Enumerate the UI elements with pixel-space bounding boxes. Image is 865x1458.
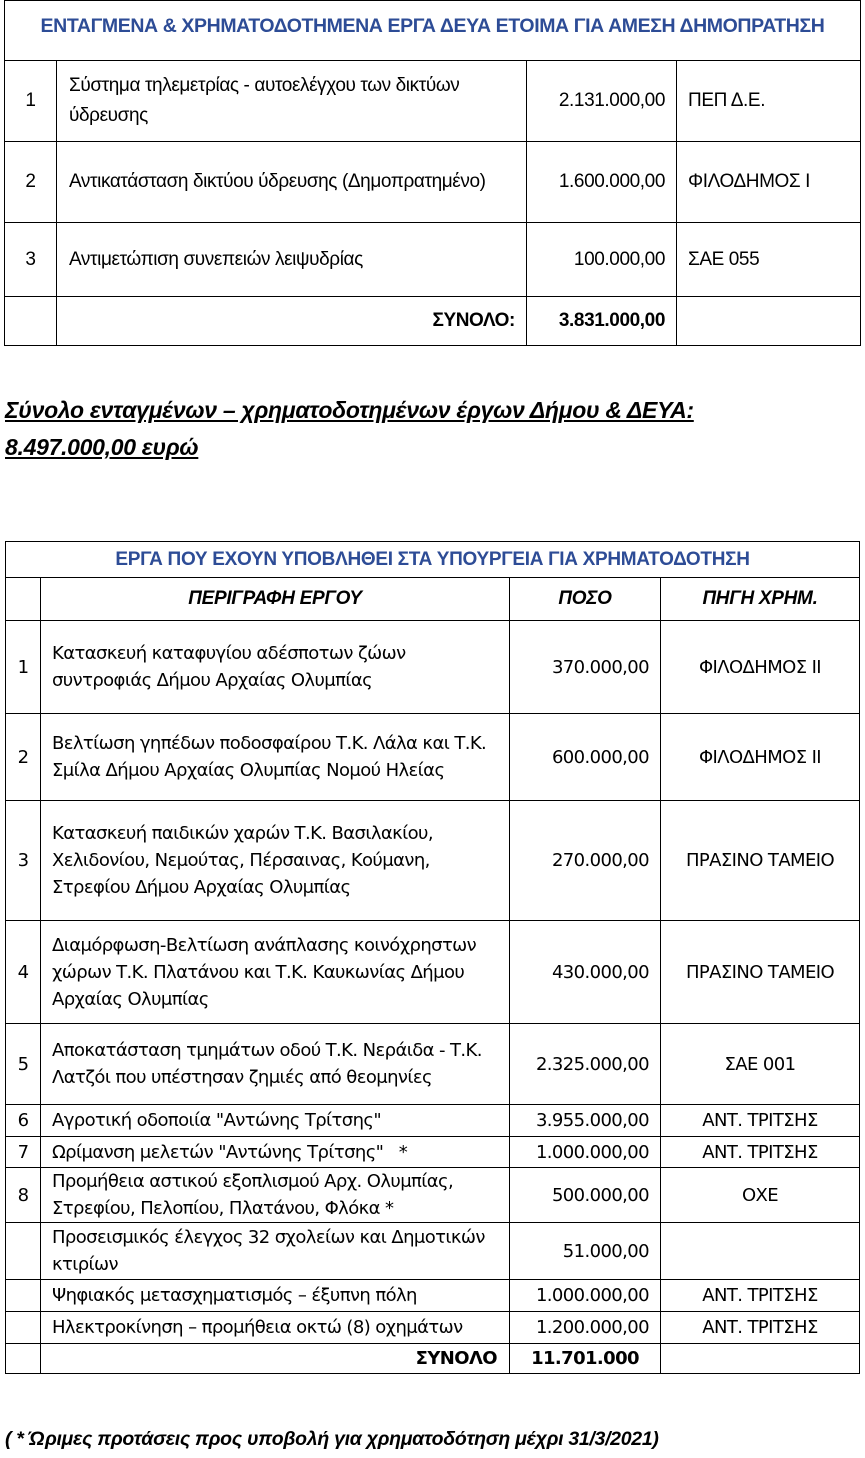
row-number: 5 <box>6 1024 41 1105</box>
project-amount: 2.131.000,00 <box>527 61 677 142</box>
table-row <box>5 142 861 223</box>
row-number: 3 <box>6 801 41 921</box>
funding-source: ΦΙΛΟΔΗΜΟΣ ΙΙ <box>661 714 860 801</box>
project-amount: 1.200.000,00 <box>510 1312 661 1344</box>
funding-source: ΑΝΤ. ΤΡΙΤΣΗΣ <box>661 1280 860 1312</box>
table-row <box>5 223 861 297</box>
row-number <box>6 1312 41 1344</box>
approved-projects-table <box>4 0 861 346</box>
table-row <box>6 801 860 921</box>
table-row <box>6 1223 860 1280</box>
column-header-source: ΠΗΓΗ ΧΡΗΜ. <box>661 578 860 621</box>
row-number <box>6 1223 41 1280</box>
row-number: 7 <box>6 1137 41 1168</box>
funding-source: ΣΑΕ 055 <box>677 223 861 297</box>
project-description: Βελτίωση γηπέδων ποδοσφαίρου Τ.Κ. Λάλα και Τ.Κ. Σμίλα Δήμου Αρχαίας Ολυμπίας Νομού Ηλείας <box>41 714 510 801</box>
row-number: 2 <box>6 714 41 801</box>
row-number: 1 <box>5 61 57 142</box>
project-amount: 1.000.000,00 <box>510 1137 661 1168</box>
project-description: Προσεισμικός έλεγχος 32 σχολείων και Δημοτικών κτιρίων <box>41 1223 510 1280</box>
table-row <box>6 1137 860 1168</box>
project-description: Αγροτική οδοποιία "Αντώνης Τρίτσης" <box>41 1105 510 1137</box>
project-amount: 430.000,00 <box>510 921 661 1024</box>
table-title: ΕΡΓΑ ΠΟΥ ΕΧΟΥΝ ΥΠΟΒΛΗΘΕΙ ΣΤΑ ΥΠΟΥΡΓΕΙΑ ΓΙΑ ΧΡΗΜΑΤΟΔΟΤΗΣΗ <box>6 542 860 578</box>
table-title-row <box>5 1 861 61</box>
table-row <box>6 1168 860 1223</box>
table-row <box>6 714 860 801</box>
project-description: Ωρίμανση μελετών "Αντώνης Τρίτσης" * <box>41 1137 510 1168</box>
funding-source: ΠΕΠ Δ.Ε. <box>677 61 861 142</box>
total-row <box>5 297 861 346</box>
project-description: Προμήθεια αστικού εξοπλισμού Αρχ. Ολυμπίας, Στρεφίου, Πελοπίου, Πλατάνου, Φλόκα * <box>41 1168 510 1223</box>
table-row <box>6 921 860 1024</box>
funding-source: ΑΝΤ. ΤΡΙΤΣΗΣ <box>661 1137 860 1168</box>
project-amount: 2.325.000,00 <box>510 1024 661 1105</box>
total-label: ΣΥΝΟΛΟ: <box>57 297 527 346</box>
footnote: ( * Ώριμες προτάσεις προς υποβολή για χρηματοδότηση μέχρι 31/3/2021) <box>5 1428 659 1450</box>
funding-source: ΑΝΤ. ΤΡΙΤΣΗΣ <box>661 1312 860 1344</box>
empty-cell <box>6 578 41 621</box>
table-row <box>6 621 860 714</box>
table-title-row <box>6 542 860 578</box>
empty-cell <box>677 297 861 346</box>
project-description: Ψηφιακός μετασχηματισμός – έξυπνη πόλη <box>41 1280 510 1312</box>
column-header-amount: ΠΟΣΟ <box>510 578 661 621</box>
project-amount: 500.000,00 <box>510 1168 661 1223</box>
row-number: 1 <box>6 621 41 714</box>
empty-cell <box>5 297 57 346</box>
project-description: Διαμόρφωση-Βελτίωση ανάπλασης κοινόχρηστων χώρων Τ.Κ. Πλατάνου και Τ.Κ. Καυκωνίας Δήμου Αρχαίας Ολυμπίας <box>41 921 510 1024</box>
row-number: 8 <box>6 1168 41 1223</box>
table-row <box>6 1280 860 1312</box>
table-row <box>5 61 861 142</box>
row-number <box>6 1280 41 1312</box>
empty-cell <box>661 1344 860 1374</box>
table-row <box>6 1312 860 1344</box>
submitted-projects-table <box>5 541 860 1374</box>
project-description: Αντιμετώπιση συνεπειών λειψυδρίας <box>57 223 527 297</box>
project-amount: 3.955.000,00 <box>510 1105 661 1137</box>
summary-line: Σύνολο ενταγμένων – χρηματοδοτημένων έργων Δήμου & ΔΕΥΑ: <box>5 397 694 423</box>
table-row <box>6 1105 860 1137</box>
table-row <box>6 1024 860 1105</box>
row-number: 2 <box>5 142 57 223</box>
project-amount: 100.000,00 <box>527 223 677 297</box>
row-number: 6 <box>6 1105 41 1137</box>
funding-source: ΟΧΕ <box>661 1168 860 1223</box>
project-description: Αντικατάσταση δικτύου ύδρευσης (Δημοπρατημένο) <box>57 142 527 223</box>
total-amount: 11.701.000 <box>510 1344 661 1374</box>
total-amount: 3.831.000,00 <box>527 297 677 346</box>
table-title: ΕΝΤΑΓΜΕΝΑ & ΧΡΗΜΑΤΟΔΟΤΗΜΕΝΑ ΕΡΓΑ ΔΕΥΑ ΕΤΟΙΜΑ ΓΙΑ ΑΜΕΣΗ ΔΗΜΟΠΡΑΤΗΣΗ <box>5 1 861 61</box>
funding-source: ΦΙΛΟΔΗΜΟΣ Ι <box>677 142 861 223</box>
project-description: Αποκατάσταση τμημάτων οδού Τ.Κ. Νεράιδα - Τ.Κ. Λατζόι που υπέστησαν ζημιές από θεομηνίες <box>41 1024 510 1105</box>
project-description: Ηλεκτροκίνηση – προμήθεια οκτώ (8) οχημάτων <box>41 1312 510 1344</box>
project-description: Κατασκευή παιδικών χαρών Τ.Κ. Βασιλακίου, Χελιδονίου, Νεμούτας, Πέρσαινας, Κούμανη, Στρεφίου Δήμου Αρχαίας Ολυμπίας <box>41 801 510 921</box>
row-number: 3 <box>5 223 57 297</box>
project-amount: 370.000,00 <box>510 621 661 714</box>
project-amount: 1.000.000,00 <box>510 1280 661 1312</box>
funding-source <box>661 1223 860 1280</box>
column-header-row <box>6 578 860 621</box>
project-amount: 1.600.000,00 <box>527 142 677 223</box>
funding-source: ΦΙΛΟΔΗΜΟΣ ΙΙ <box>661 621 860 714</box>
funding-source: ΣΑΕ 001 <box>661 1024 860 1105</box>
total-label: ΣΥΝΟΛΟ <box>41 1344 510 1374</box>
funding-source: ΠΡΑΣΙΝΟ ΤΑΜΕΙΟ <box>661 921 860 1024</box>
project-description: Κατασκευή καταφυγίου αδέσποτων ζώων συντροφιάς Δήμου Αρχαίας Ολυμπίας <box>41 621 510 714</box>
project-amount: 600.000,00 <box>510 714 661 801</box>
funding-source: ΑΝΤ. ΤΡΙΤΣΗΣ <box>661 1105 860 1137</box>
column-header-description: ΠΕΡΙΓΡΑΦΗ ΕΡΓΟΥ <box>41 578 510 621</box>
project-description: Σύστημα τηλεμετρίας - αυτοελέγχου των δικτύων ύδρευσης <box>57 61 527 142</box>
summary-total: 8.497.000,00 ευρώ <box>5 434 199 460</box>
empty-cell <box>6 1344 41 1374</box>
total-row <box>6 1344 860 1374</box>
funding-source: ΠΡΑΣΙΝΟ ΤΑΜΕΙΟ <box>661 801 860 921</box>
row-number: 4 <box>6 921 41 1024</box>
project-amount: 270.000,00 <box>510 801 661 921</box>
project-amount: 51.000,00 <box>510 1223 661 1280</box>
funding-summary <box>5 392 694 466</box>
